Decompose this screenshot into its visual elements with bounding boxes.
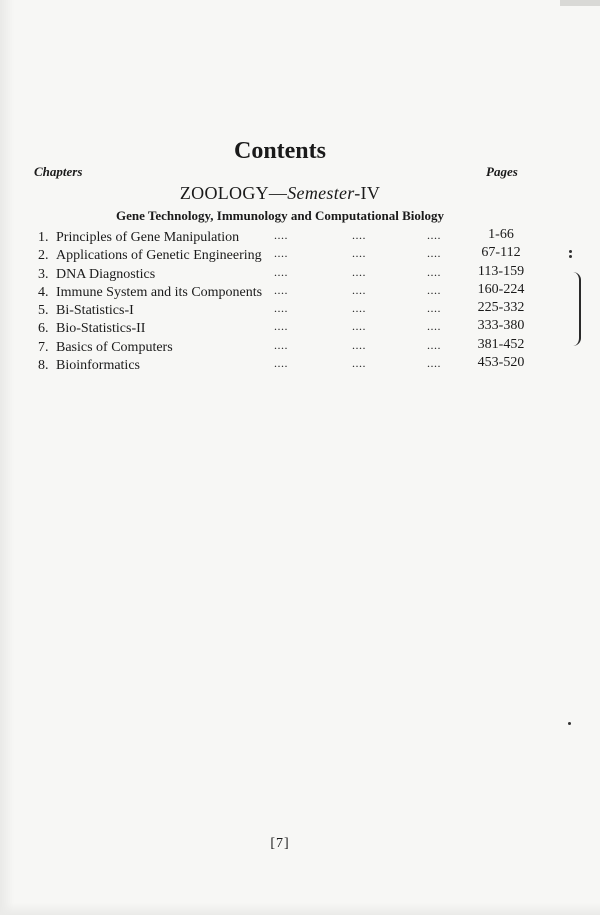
- chapters-column-header: Chapters: [34, 164, 83, 179]
- chapter-title: Bioinformatics: [56, 358, 140, 374]
- course-subtitle: Gene Technology, Immunology and Computational Biology: [116, 208, 444, 223]
- chapter-number: 6.: [38, 321, 49, 337]
- subject-heading: [0, 183, 560, 204]
- scan-artifact-bracket: [573, 272, 581, 346]
- leader-dots: ....: [352, 246, 366, 261]
- leader-dots: ....: [274, 282, 288, 297]
- scan-artifact-dot: [569, 250, 572, 253]
- leader-dots: ....: [427, 319, 441, 334]
- pages-column-header: Pages: [486, 164, 518, 179]
- scan-corner-mark: [560, 0, 600, 6]
- leader-dots: ....: [427, 337, 441, 352]
- leader-dots: ....: [274, 319, 288, 334]
- leader-dots: ....: [352, 228, 366, 242]
- chapter-title: Applications of Genetic Engineering: [56, 248, 262, 264]
- chapter-number: 5.: [38, 303, 49, 319]
- chapter-pages: 67-112: [481, 245, 521, 261]
- chapter-pages: 160-224: [477, 281, 525, 297]
- chapter-title: Bi-Statistics-I: [56, 303, 134, 319]
- chapter-number: 3.: [38, 266, 49, 282]
- semester-label: Semester-: [287, 183, 361, 203]
- leader-dots: ....: [427, 301, 441, 316]
- chapter-pages: 453-520: [477, 355, 525, 371]
- chapter-number: 4.: [38, 284, 49, 300]
- chapter-title: DNA Diagnostics: [56, 266, 156, 282]
- subject-name: ZOOLOGY—: [179, 183, 288, 203]
- chapter-title: Immune System and its Components: [56, 284, 263, 300]
- leader-dots: ....: [274, 356, 288, 371]
- leader-dots: ....: [352, 356, 366, 371]
- leader-dots: ....: [427, 356, 441, 371]
- leader-dots: ....: [352, 337, 366, 352]
- chapter-number: 7.: [38, 339, 49, 355]
- scan-artifact-dot: [568, 722, 571, 725]
- leader-dots: ....: [352, 282, 366, 297]
- contents-entry: [0, 355, 600, 376]
- scan-artifact-dot: [569, 255, 572, 258]
- leader-dots: ....: [274, 301, 288, 316]
- chapter-number: 1.: [38, 230, 49, 245]
- page-bottom-shadow: [0, 903, 600, 915]
- chapter-title: Principles of Gene Manipulation: [56, 230, 240, 245]
- contents-list: [0, 227, 600, 376]
- chapter-number: 2.: [38, 248, 49, 264]
- page-number: [7]: [270, 836, 290, 851]
- semester-number: IV: [360, 183, 381, 203]
- chapter-pages: 333-380: [477, 318, 525, 334]
- leader-dots: ....: [352, 264, 366, 279]
- chapter-pages: 113-159: [477, 263, 525, 279]
- leader-dots: ....: [427, 228, 441, 242]
- chapter-title: Bio-Statistics-II: [56, 321, 146, 337]
- leader-dots: ....: [427, 246, 441, 261]
- leader-dots: ....: [274, 264, 288, 279]
- page-title: Contents: [233, 138, 326, 164]
- leader-dots: ....: [274, 228, 288, 242]
- leader-dots: ....: [427, 264, 441, 279]
- leader-dots: ....: [352, 319, 366, 334]
- leader-dots: ....: [427, 282, 441, 297]
- leader-dots: ....: [274, 337, 288, 352]
- chapter-number: 8.: [38, 358, 49, 374]
- chapter-pages: 1-66: [488, 227, 514, 242]
- leader-dots: ....: [274, 246, 288, 261]
- leader-dots: ....: [352, 301, 366, 316]
- chapter-pages: 225-332: [477, 300, 525, 316]
- chapter-pages: 381-452: [477, 336, 525, 352]
- chapter-title: Basics of Computers: [56, 339, 173, 355]
